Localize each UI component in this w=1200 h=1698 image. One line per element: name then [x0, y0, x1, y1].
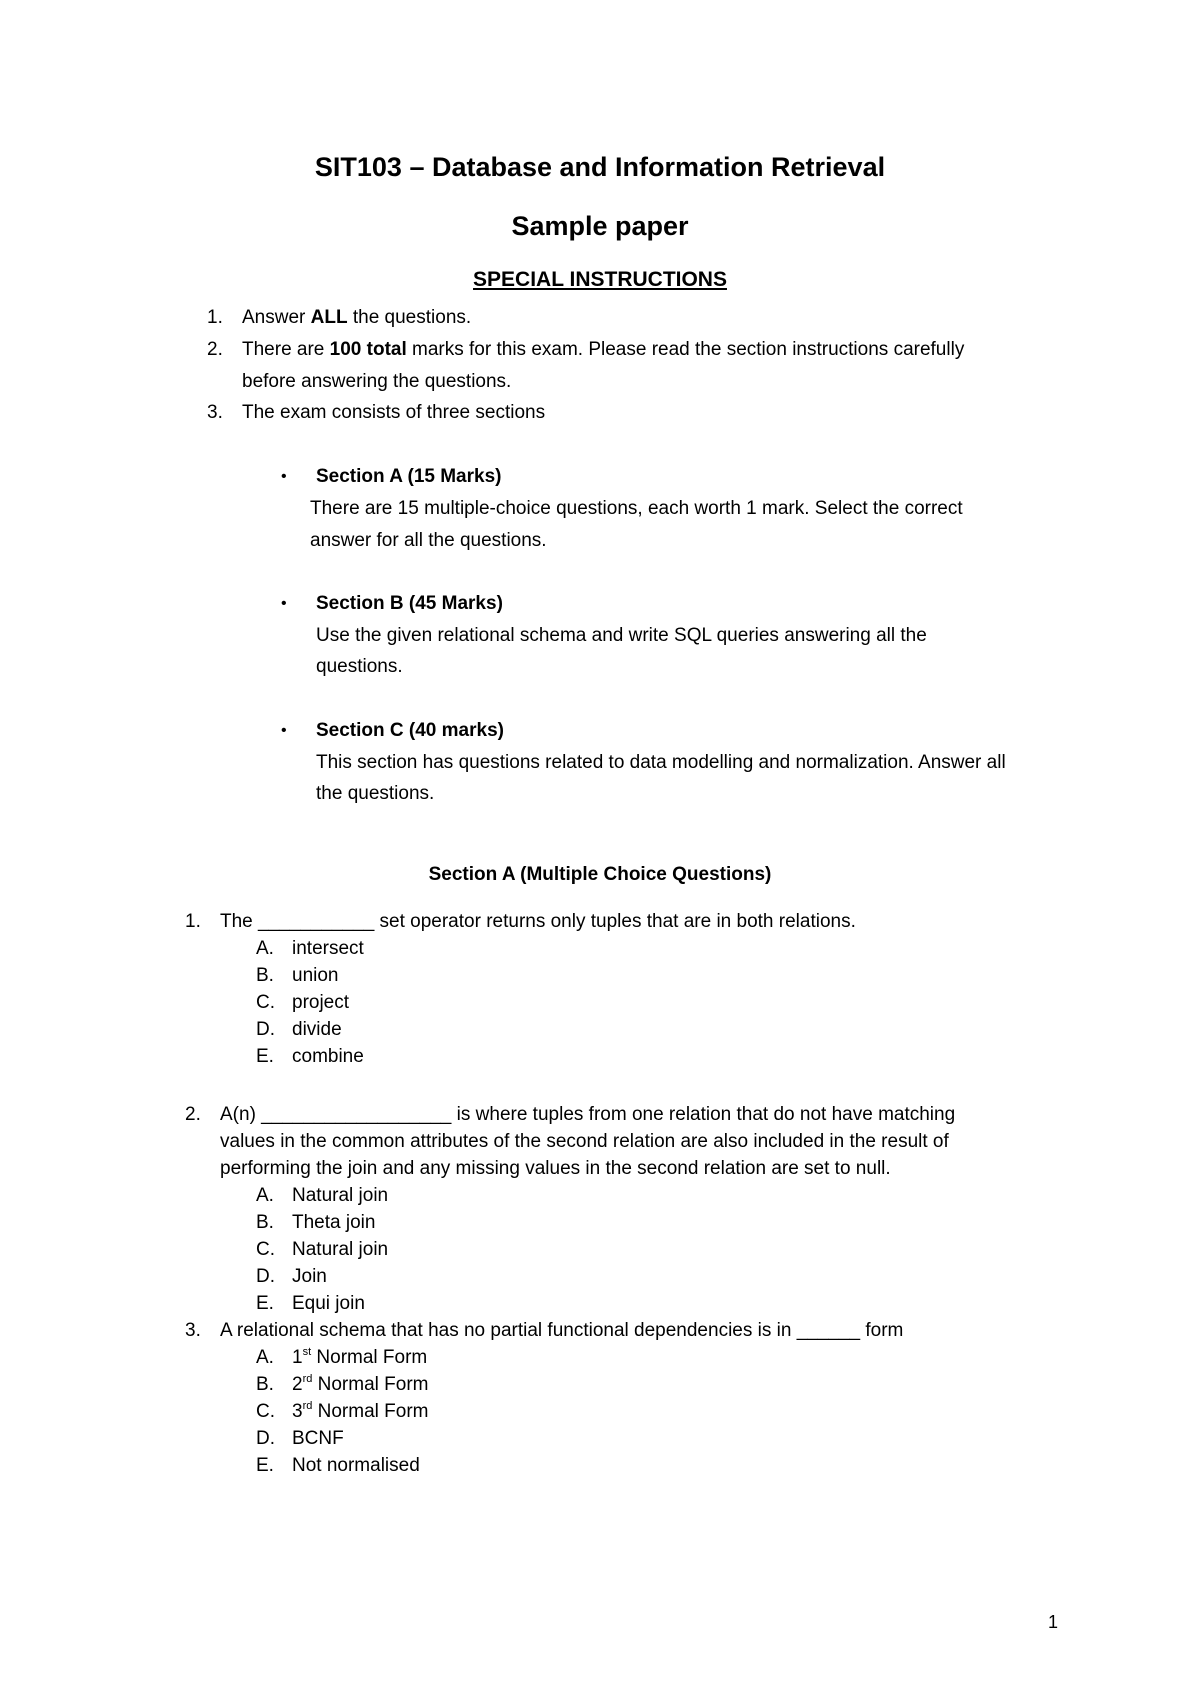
- option-letter: D.: [256, 1266, 275, 1287]
- option-letter: A.: [256, 1347, 274, 1368]
- option-text: combine: [292, 1046, 364, 1067]
- question-number: 2.: [185, 1104, 201, 1125]
- section-a-desc-line: There are 15 multiple-choice questions, each worth 1 mark. Select the correct: [310, 498, 963, 519]
- option-letter: D.: [256, 1428, 275, 1449]
- option-letter: B.: [256, 965, 274, 986]
- option-letter: C.: [256, 992, 275, 1013]
- option-text: 1st Normal Form: [292, 1346, 428, 1368]
- course-title: SIT103 – Database and Information Retrieval: [314, 152, 886, 182]
- section-c-title: Section C (40 marks): [316, 720, 504, 741]
- instruction-2: There are 100 total marks for this exam. Please read the section instructions carefully: [242, 339, 965, 360]
- option-text: 3rd Normal Form: [292, 1400, 429, 1422]
- paper-title: Sample paper: [511, 211, 689, 241]
- option-text: divide: [292, 1019, 342, 1040]
- option-text: Join: [292, 1266, 327, 1287]
- section-a-title: Section A (15 Marks): [316, 466, 502, 487]
- instruction-number: 3.: [207, 402, 223, 423]
- page-number: 1: [1047, 1612, 1058, 1632]
- option-text: Natural join: [292, 1185, 389, 1206]
- option-letter: B.: [256, 1212, 274, 1233]
- option-text: Not normalised: [292, 1455, 420, 1476]
- option-text: Theta join: [292, 1212, 376, 1233]
- question-number: 1.: [185, 911, 201, 932]
- question-2-line: values in the common attributes of the second relation are also included in the result of: [220, 1131, 949, 1152]
- section-c-desc-line: This section has questions related to data modelling and normalization. Answer all: [316, 752, 1006, 773]
- option-letter: A.: [256, 938, 274, 959]
- instruction-3: The exam consists of three sections: [242, 402, 546, 423]
- option-text: 2rd Normal Form: [292, 1373, 429, 1395]
- option-letter: C.: [256, 1401, 275, 1422]
- option-letter: E.: [256, 1046, 274, 1067]
- section-b-title: Section B (45 Marks): [316, 593, 503, 614]
- question-number: 3.: [185, 1320, 201, 1341]
- question-3-text: A relational schema that has no partial functional dependencies is in ______ form: [220, 1320, 904, 1341]
- option-text: Natural join: [292, 1239, 389, 1260]
- option-text: Equi join: [292, 1293, 365, 1314]
- section-b-desc-line: questions.: [316, 656, 403, 677]
- instruction-number: 1.: [207, 307, 223, 328]
- question-2-line: performing the join and any missing values in the second relation are set to null.: [220, 1158, 891, 1179]
- option-text: project: [292, 992, 350, 1013]
- bullet-icon: •: [281, 722, 287, 739]
- instruction-2-continued: before answering the questions.: [242, 371, 512, 392]
- option-text: BCNF: [292, 1428, 344, 1449]
- question-2-line: A(n) __________________ is where tuples from one relation that do not have matching: [220, 1104, 956, 1125]
- option-letter: E.: [256, 1293, 274, 1314]
- bullet-icon: •: [281, 468, 287, 485]
- option-text: union: [292, 965, 339, 986]
- option-letter: E.: [256, 1455, 274, 1476]
- section-b-desc-line: Use the given relational schema and write SQL queries answering all the: [316, 625, 927, 646]
- option-letter: A.: [256, 1185, 274, 1206]
- instruction-1: Answer ALL the questions.: [242, 307, 472, 328]
- instructions-heading: SPECIAL INSTRUCTIONS: [473, 268, 727, 291]
- bullet-icon: •: [281, 595, 287, 612]
- question-1-text: The ___________ set operator returns only tuples that are in both relations.: [220, 911, 856, 932]
- option-letter: D.: [256, 1019, 275, 1040]
- section-a-desc-line: answer for all the questions.: [310, 530, 547, 551]
- section-a-heading: Section A (Multiple Choice Questions): [428, 864, 772, 885]
- instruction-number: 2.: [207, 339, 223, 360]
- option-letter: B.: [256, 1374, 274, 1395]
- section-c-desc-line: the questions.: [316, 783, 435, 804]
- option-letter: C.: [256, 1239, 275, 1260]
- option-text: intersect: [292, 938, 364, 959]
